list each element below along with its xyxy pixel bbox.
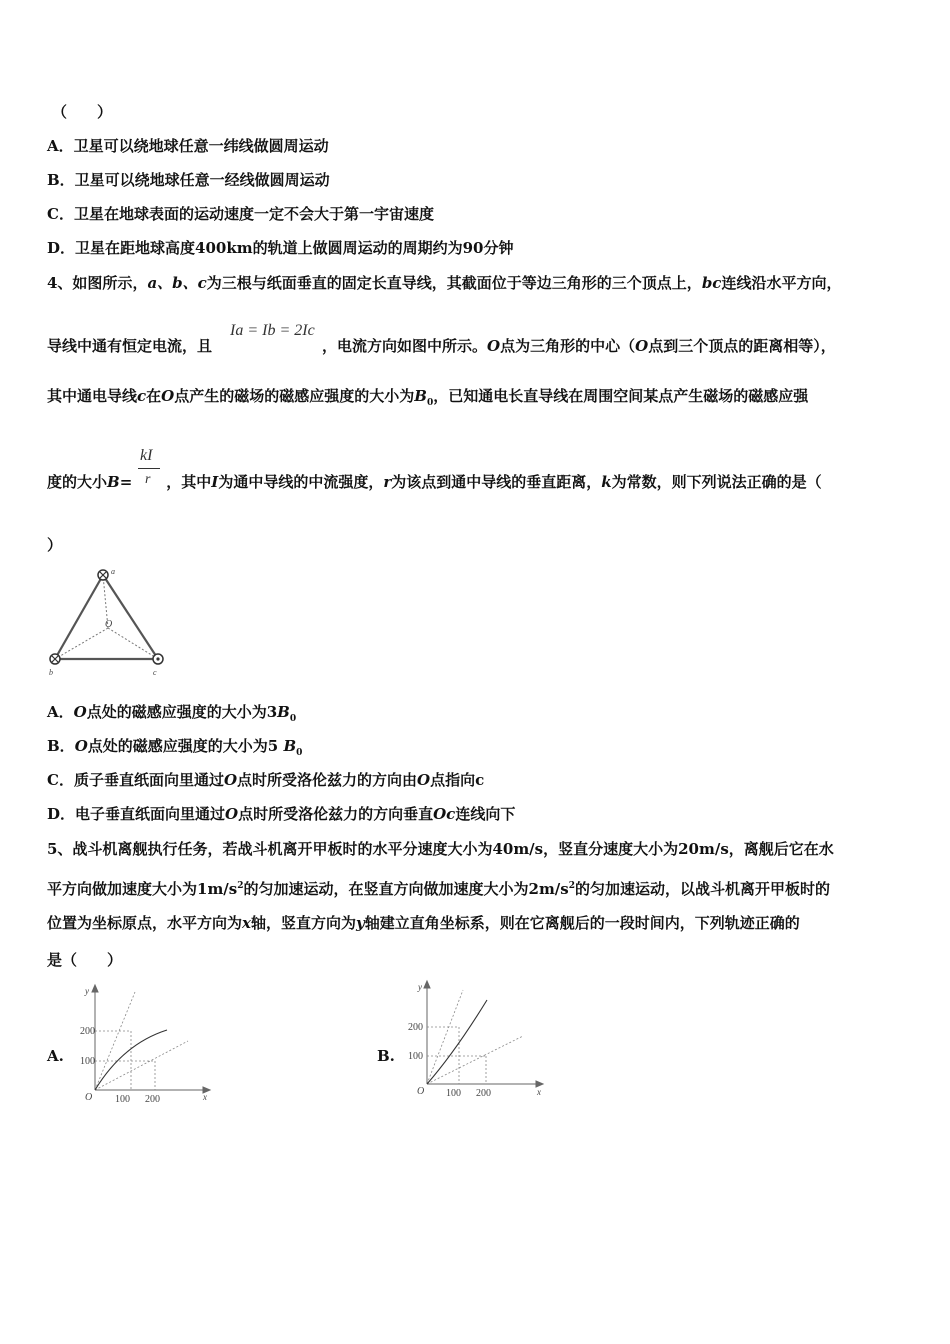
svg-text:x: x: [203, 1092, 207, 1102]
svg-text:200: 200: [408, 1022, 423, 1033]
wire-c-dot-icon: [153, 654, 163, 664]
q5-line-3: 位置为坐标原点，水平方向为x轴，竖直方向为y轴建立直角坐标系，则在它离舰后的一段时间内，下列轨迹正确的: [47, 914, 800, 932]
svg-text:O: O: [417, 1086, 425, 1097]
q5-option-b-label[interactable]: B.: [377, 1047, 395, 1065]
q3-option-a[interactable]: A．卫星可以绕地球任意一纬线做圆周运动: [47, 137, 329, 155]
q5-line-2: 平方向做加速度大小为$1m/s^2$的匀加速运动，在竖直方向做加速度大小为$2m/s^2$的匀加速运动，以战斗机离开甲板时的: [47, 880, 831, 898]
q3-option-c[interactable]: C．卫星在地球表面的运动速度一定不会大于第一宇宙速度: [47, 205, 434, 223]
svg-text:y: y: [418, 982, 422, 992]
svg-text:100: 100: [80, 1056, 95, 1067]
svg-text:O: O: [85, 1092, 93, 1103]
triangle-wire-figure: [45, 565, 170, 677]
q4-line-1: 4、如图所示，a、b、c为三根与纸面垂直的固定长直导线，其截面位于等边三角形的三个顶点上，bc连线沿水平方向，: [47, 274, 842, 292]
fraction-denominator: r: [145, 472, 151, 487]
q4-current-formula: Ia = Ib = 2Ic: [230, 322, 315, 339]
q5-option-a-label[interactable]: A.: [47, 1047, 64, 1065]
fraction-bar: [138, 468, 160, 469]
label-b: b: [49, 668, 53, 677]
q3-option-d[interactable]: D．卫星在距地球高度400km的轨道上做圆周运动的周期约为90分钟: [47, 239, 514, 257]
label-O: O: [105, 619, 113, 630]
q4-line-3: 其中通电导线c在O点产生的磁场的磁感应强度的大小为$B_0$，已知通电长直导线在周围空间某点产生磁场的磁感应强: [47, 387, 809, 408]
svg-text:200: 200: [80, 1026, 95, 1037]
q4-line-2: 导线中通有恒定电流，且 ，电流方向如图中所示。O点为三角形的中心（O点到三个顶点的距离相等），: [47, 337, 836, 355]
q3-option-b[interactable]: B．卫星可以绕地球任意一经线做圆周运动: [47, 171, 330, 189]
q4-option-b[interactable]: B．O点处的磁感应强度的大小为5 $B_0$: [47, 737, 303, 758]
svg-text:100: 100: [408, 1051, 423, 1062]
q3-paren: （ ）: [52, 103, 113, 121]
svg-text:100: 100: [446, 1088, 461, 1099]
svg-text:y: y: [85, 986, 89, 996]
q5-line-1: 5、战斗机离舰执行任务，若战斗机离开甲板时的水平分速度大小为40m/s，竖直分速度大小为20m/s，离舰后它在水: [47, 840, 834, 858]
svg-text:200: 200: [145, 1094, 160, 1104]
graph-option-b[interactable]: [405, 978, 550, 1100]
q4-option-a[interactable]: A．O点处的磁感应强度的大小为$3B_0$: [47, 703, 297, 724]
wire-b-cross-icon: [50, 654, 60, 664]
label-c: c: [153, 668, 157, 677]
graph-option-a[interactable]: [75, 982, 215, 1104]
fraction-numerator: kI: [140, 447, 153, 464]
q4-option-d[interactable]: D．电子垂直纸面向里通过O点时所受洛伦兹力的方向垂直Oc连线向下: [47, 805, 516, 823]
q4-line-5: ）: [47, 536, 63, 554]
svg-text:100: 100: [115, 1094, 130, 1104]
wire-a-cross-icon: [98, 570, 108, 580]
label-a: a: [111, 567, 115, 576]
q5-line-4: 是（ ）: [47, 951, 123, 969]
svg-text:200: 200: [476, 1088, 491, 1099]
svg-text:x: x: [537, 1087, 541, 1097]
q4-option-c[interactable]: C．质子垂直纸面向里通过O点时所受洛伦兹力的方向由O点指向c: [47, 771, 485, 789]
q4-line-4: 度的大小B= ，其中I为通中导线的中流强度，r为该点到通中导线的垂直距离，k为常数，则下列说法正确的是（: [47, 473, 822, 491]
